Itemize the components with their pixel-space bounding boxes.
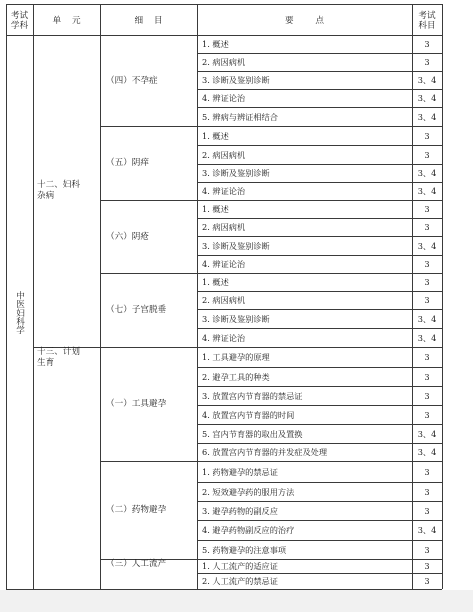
- level-value: 3、4: [417, 75, 437, 85]
- item-label: （三）人工流产: [106, 559, 167, 569]
- point-text: 5. 宫内节育器的取出及置换: [202, 428, 303, 439]
- point-text: 1. 工具避孕的原理: [202, 352, 270, 362]
- header-level: 考试 科目: [418, 10, 436, 31]
- header-points: 要 点: [284, 15, 325, 26]
- point-text: 3. 诊断及鉴别诊断: [202, 313, 270, 324]
- point-text: 5. 药物避孕的注意事项: [202, 544, 287, 555]
- level-value: 3: [424, 149, 430, 160]
- level-value: 3: [424, 57, 430, 67]
- level-value: 3: [424, 544, 430, 555]
- point-text: 2. 人工流产的禁忌证: [202, 576, 278, 586]
- column-rule: [33, 4, 34, 589]
- level-value: 3: [424, 352, 430, 362]
- level-value: 3: [424, 130, 430, 141]
- level-value: 3、4: [417, 186, 437, 196]
- table-right-rule: [442, 4, 443, 589]
- unit-label: 十二、妇科 杂病: [37, 180, 80, 201]
- level-value: 3: [424, 39, 430, 49]
- point-text: 4. 辨证论治: [202, 259, 246, 269]
- level-value: 3、4: [417, 313, 437, 324]
- point-text: 6. 放置宫内节育器的并发症及处理: [202, 447, 328, 457]
- level-value: 3: [424, 371, 430, 382]
- item-label: （四）不孕症: [106, 75, 158, 86]
- item-label: （六）阴疮: [106, 231, 149, 242]
- point-text: 1. 药物避孕的禁忌证: [202, 466, 278, 477]
- header-subject: 考试 学科: [10, 10, 29, 31]
- level-value: 3: [424, 576, 430, 586]
- table-top-rule: [6, 4, 442, 5]
- level-value: 3: [424, 409, 430, 420]
- level-value: 3: [424, 505, 430, 516]
- point-text: 1. 人工流产的适应证: [202, 561, 278, 571]
- item-label: （一）工具避孕: [106, 399, 167, 409]
- point-text: 5. 辨病与辨证相结合: [202, 111, 278, 122]
- point-text: 1. 概述: [202, 277, 229, 287]
- point-text: 2. 病因病机: [202, 295, 246, 305]
- point-text: 1. 概述: [202, 204, 229, 214]
- column-rule: [100, 4, 101, 589]
- point-text: 1. 概述: [202, 39, 229, 49]
- level-value: 3、4: [417, 332, 437, 343]
- item-label: （二）药物避孕: [106, 505, 167, 515]
- level-value: 3: [424, 259, 430, 269]
- point-text: 2. 短效避孕药的服用方法: [202, 486, 295, 497]
- header-item: 细 目: [134, 15, 163, 26]
- point-text: 2. 病因病机: [202, 149, 246, 160]
- point-text: 2. 避孕工具的种类: [202, 371, 270, 382]
- level-value: 3: [424, 204, 430, 214]
- point-text: 4. 避孕药物副反应的治疗: [202, 525, 295, 535]
- bottom-margin: [0, 590, 473, 612]
- level-value: 3: [424, 561, 430, 571]
- level-value: 3、4: [417, 525, 437, 535]
- point-text: 4. 辨证论治: [202, 186, 246, 196]
- point-text: 4. 辨证论治: [202, 93, 246, 103]
- header-unit: 单 元: [52, 15, 81, 26]
- level-value: 3、4: [417, 240, 437, 251]
- point-text: 3. 诊断及鉴别诊断: [202, 240, 270, 251]
- level-value: 3、4: [417, 428, 437, 439]
- point-text: 4. 放置宫内节育器的时间: [202, 409, 295, 420]
- point-text: 4. 辨证论治: [202, 332, 246, 343]
- level-value: 3、4: [417, 168, 437, 178]
- level-value: 3、4: [417, 93, 437, 103]
- subject-label: 中医妇科学: [14, 291, 25, 334]
- point-text: 3. 诊断及鉴别诊断: [202, 168, 270, 178]
- level-value: 3: [424, 466, 430, 477]
- unit-label: 十三、计划 生育: [37, 347, 80, 368]
- level-value: 3: [424, 390, 430, 401]
- point-text: 2. 病因病机: [202, 222, 246, 232]
- item-label: （五）阴痒: [106, 158, 149, 168]
- level-value: 3: [424, 486, 430, 497]
- point-text: 3. 避孕药物的副反应: [202, 505, 278, 516]
- point-text: 2. 病因病机: [202, 57, 246, 67]
- level-value: 3: [424, 277, 430, 287]
- point-text: 3. 诊断及鉴别诊断: [202, 75, 270, 85]
- level-value: 3、4: [417, 447, 437, 457]
- point-text: 1. 概述: [202, 130, 229, 141]
- level-value: 3、4: [417, 111, 437, 122]
- point-text: 3. 放置宫内节育器的禁忌证: [202, 390, 303, 401]
- level-value: 3: [424, 295, 430, 305]
- item-label: （七）子宫脱垂: [106, 305, 167, 315]
- level-value: 3: [424, 222, 430, 232]
